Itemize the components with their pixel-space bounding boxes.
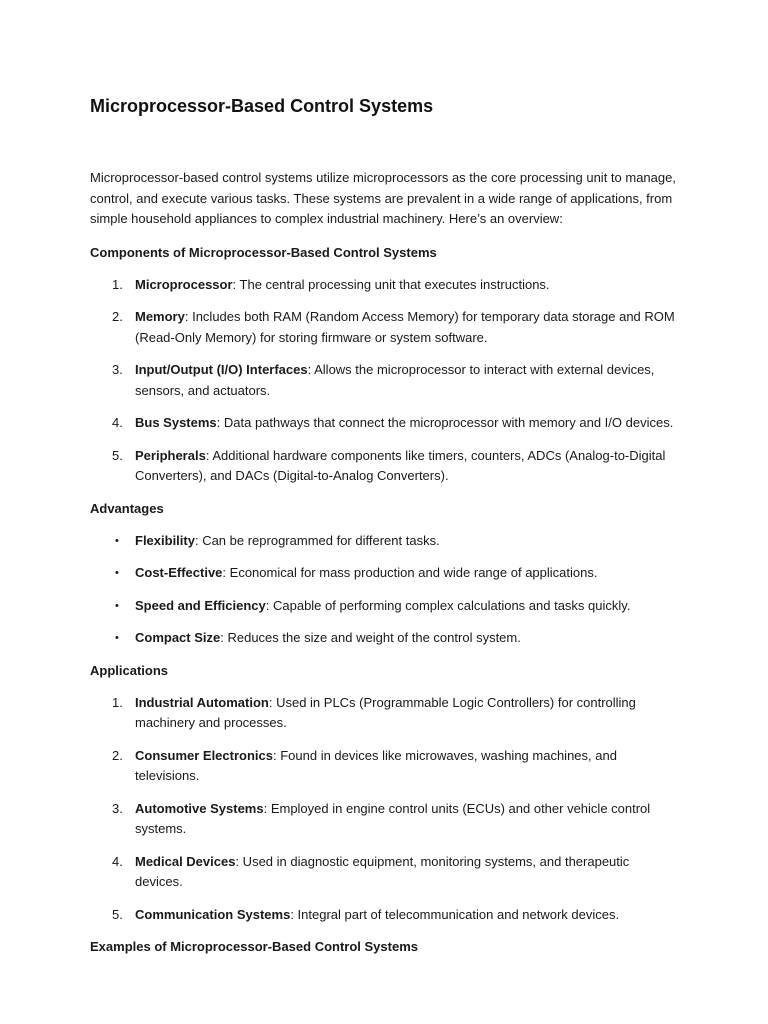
list-number: 1.: [112, 694, 123, 710]
list-number: 4.: [112, 853, 123, 869]
term: Memory: [135, 309, 185, 324]
components-heading: Components of Microprocessor-Based Control Systems: [90, 244, 437, 260]
description: : Can be reprogrammed for different tasks.: [194, 532, 440, 548]
components-list: [90, 275, 680, 487]
description: : The central processing unit that executes instructions.: [232, 276, 550, 292]
description: : Used in PLCs (Programmable Logic Controllers) for controlling machinery and processes.: [135, 694, 636, 730]
examples-heading: Examples of Microprocessor-Based Control Systems: [90, 939, 418, 954]
term: Communication Systems: [135, 906, 291, 922]
term: Input/Output (I/O) Interfaces: [135, 362, 308, 377]
list-item: [90, 563, 680, 584]
list-number: 1.: [112, 276, 123, 292]
list-item: [90, 746, 680, 787]
description: : Additional hardware components like timers, counters, ADCs (Analog-to-Digital Converters), and DACs (Digital-to-Analog Converters).: [135, 447, 666, 483]
list-item: [90, 413, 680, 434]
list-item: [90, 531, 680, 552]
term: Consumer Electronics: [135, 747, 273, 763]
list-number: 5.: [112, 906, 123, 922]
term: Medical Devices: [135, 853, 236, 869]
description: : Integral part of telecommunication and network devices.: [290, 906, 620, 922]
list-number: 3.: [112, 362, 123, 377]
bullet-icon: •: [115, 599, 119, 612]
intro-paragraph: Microprocessor-based control systems utilize microprocessors as the core processing unit to manage, control, and execute various tasks. These systems are prevalent in a wide range of applications, from simple household appliances to complex industrial machinery. Here’s an overview:: [90, 170, 676, 226]
bullet-icon: •: [115, 567, 119, 579]
description: : Employed in engine control units (ECUs) and other vehicle control systems.: [135, 800, 651, 836]
description: : Found in devices like microwaves, washing machines, and televisions.: [135, 747, 617, 783]
list-number: 5.: [112, 447, 123, 463]
bullet-icon: •: [115, 534, 119, 547]
list-number: 3.: [112, 800, 123, 816]
list-item: [90, 905, 680, 926]
description: : Allows the microprocessor to interact with external devices, sensors, and actuators.: [135, 362, 655, 398]
list-item: [90, 360, 680, 401]
term: Speed and Efficiency: [135, 597, 266, 613]
list-item: [90, 307, 680, 348]
description: : Reduces the size and weight of the control system.: [220, 630, 521, 645]
list-number: 2.: [112, 747, 123, 763]
list-number: 2.: [112, 309, 123, 324]
bullet-icon: •: [115, 632, 119, 644]
list-item: [90, 852, 680, 893]
advantages-list: [90, 531, 680, 649]
list-item: [90, 693, 680, 734]
applications-list: [90, 693, 680, 926]
description: : Used in diagnostic equipment, monitoring systems, and therapeutic devices.: [135, 853, 630, 889]
term: Flexibility: [135, 532, 195, 548]
list-item: [90, 596, 680, 617]
term: Industrial Automation: [135, 694, 269, 710]
term: Peripherals: [135, 447, 206, 463]
applications-heading: Applications: [90, 662, 169, 678]
advantages-heading: Advantages: [90, 500, 164, 516]
description: : Capable of performing complex calculations and tasks quickly.: [265, 597, 631, 613]
term: Automotive Systems: [135, 800, 264, 816]
description: : Economical for mass production and wide range of applications.: [222, 565, 598, 580]
list-number: 4.: [112, 415, 123, 430]
list-item: [90, 275, 680, 296]
term: Compact Size: [135, 630, 221, 645]
document-title: Microprocessor-Based Control Systems: [90, 96, 434, 116]
list-item: [90, 628, 680, 649]
description: : Includes both RAM (Random Access Memory) for temporary data storage and ROM (Read-Only Memory) for storing firmware or system software.: [135, 309, 675, 345]
term: Cost-Effective: [135, 565, 223, 580]
term: Bus Systems: [135, 415, 217, 430]
description: : Data pathways that connect the microprocessor with memory and I/O devices.: [216, 415, 674, 430]
list-item: [90, 446, 680, 487]
list-item: [90, 799, 680, 840]
term: Microprocessor: [135, 276, 233, 292]
